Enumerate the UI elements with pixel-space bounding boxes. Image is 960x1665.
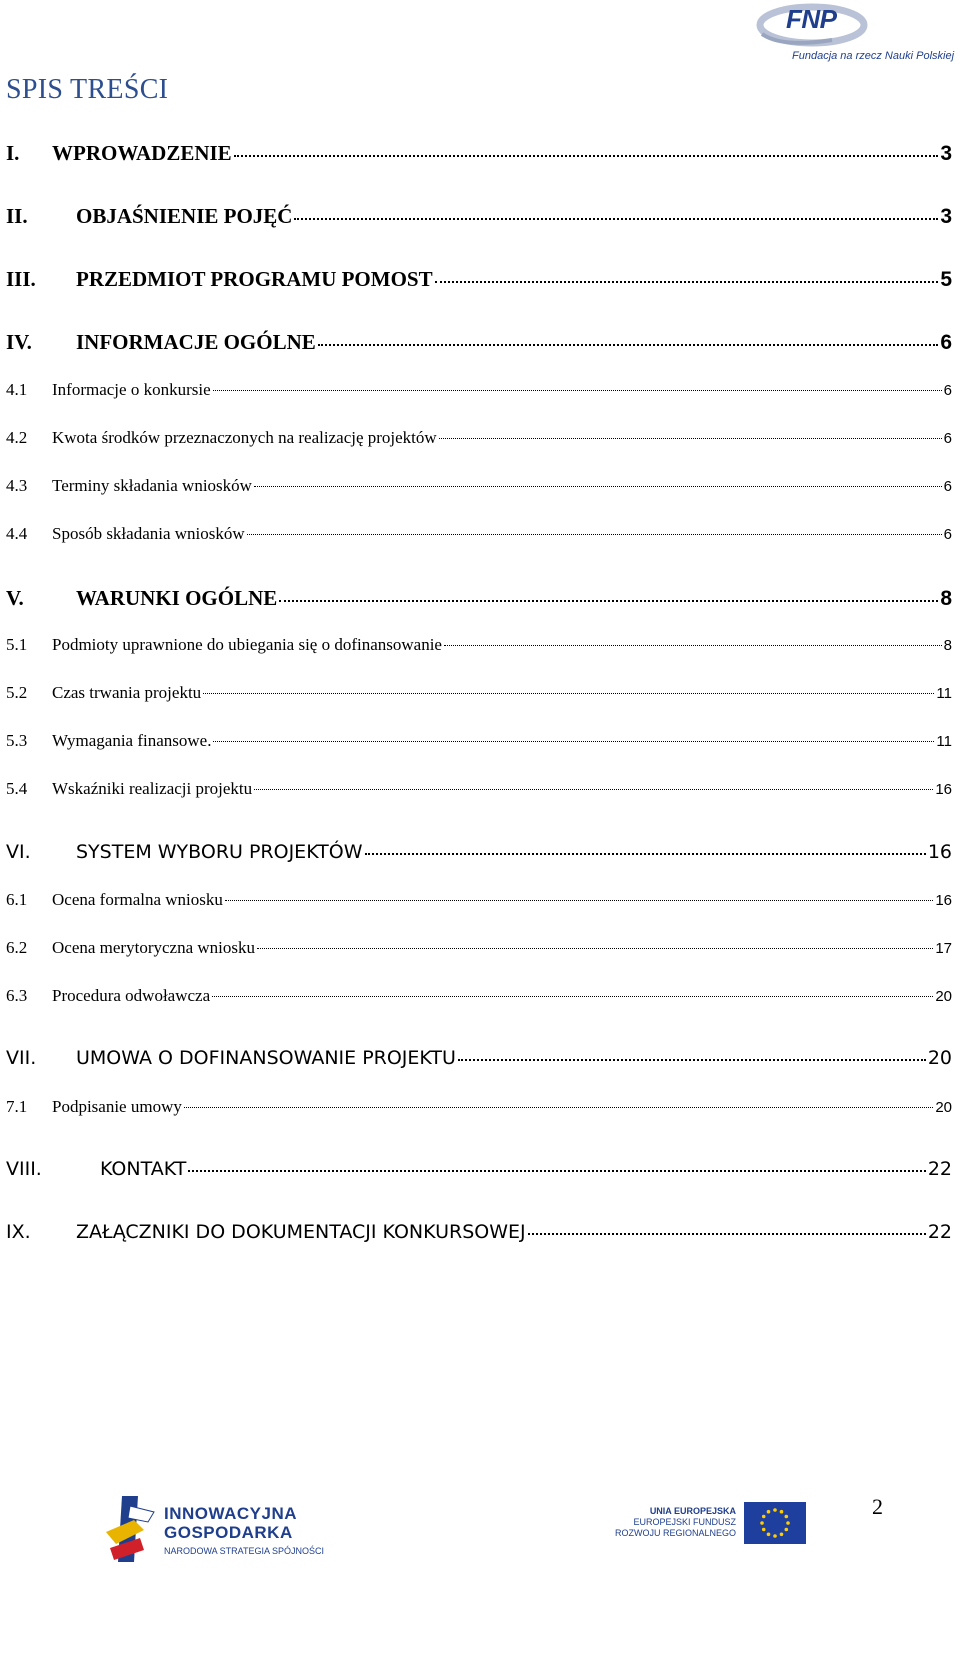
- toc-entry-number: 7.1: [6, 1097, 28, 1116]
- toc-entry-text: SYSTEM WYBORU PROJEKTÓW: [76, 841, 363, 863]
- toc-entry-8[interactable]: [6, 1158, 952, 1188]
- toc-entry-6-1[interactable]: [6, 890, 952, 920]
- toc-leader: [528, 1233, 926, 1235]
- toc-leader: [279, 600, 938, 602]
- toc-entry-text: Sposób składania wniosków: [52, 524, 245, 543]
- toc-leader: [439, 438, 942, 439]
- toc-leader: [225, 900, 933, 901]
- toc-leader: [458, 1059, 926, 1061]
- toc-leader: [294, 218, 938, 220]
- toc-entry-4-2[interactable]: [6, 428, 952, 458]
- toc-leader: [254, 486, 942, 487]
- toc-entry-page: 22: [927, 1158, 952, 1180]
- toc-leader: [318, 344, 939, 346]
- toc-entry-5-3[interactable]: [6, 731, 952, 761]
- eu-fund-logo: [612, 1500, 812, 1560]
- toc-title: SPIS TREŚCI: [6, 74, 169, 105]
- toc-leader: [254, 789, 933, 790]
- toc-entry-number: 4.1: [6, 380, 28, 399]
- innowacyjna-gospodarka-logo: [104, 1490, 344, 1570]
- toc-entry-page: 16: [935, 781, 952, 798]
- toc-entry-3[interactable]: [6, 267, 952, 297]
- eu-star: [762, 1515, 766, 1519]
- toc-entry-page: 6: [943, 526, 952, 543]
- toc-leader: [184, 1107, 933, 1108]
- eu-flag-icon: [744, 1502, 806, 1544]
- toc-entry-text: WARUNKI OGÓLNE: [76, 586, 278, 610]
- toc-entry-4-3[interactable]: [6, 476, 952, 506]
- toc-entry-number: I.: [6, 141, 20, 165]
- eu-logo-line1: UNIA EUROPEJSKA: [649, 1506, 736, 1516]
- toc-entry-number: V.: [6, 586, 24, 610]
- toc-entry-page: 11: [936, 733, 952, 750]
- ig-logo-line1: INNOWACYJNA: [164, 1504, 298, 1523]
- toc-entry-page: 6: [943, 430, 952, 447]
- toc-entry-page: 11: [936, 685, 952, 702]
- toc-entry-text: OBJAŚNIENIE POJĘĆ: [76, 204, 293, 228]
- toc-entry-number: 5.4: [6, 779, 28, 798]
- toc-leader: [213, 390, 942, 391]
- toc-entry-5-2[interactable]: [6, 683, 952, 713]
- toc-entry-page: 6: [943, 478, 952, 495]
- ig-emblem-icon: [104, 1492, 160, 1568]
- toc-entry-number: VII.: [6, 1047, 37, 1069]
- eu-star: [773, 1508, 777, 1512]
- toc-entry-text: Ocena formalna wniosku: [52, 890, 223, 909]
- toc-entry-number: IX.: [6, 1221, 31, 1243]
- toc-entry-number: 6.2: [6, 938, 28, 957]
- fnp-logo-mark: FNP: [786, 4, 837, 34]
- toc-entry-page: 16: [927, 841, 952, 863]
- toc-entry-text: UMOWA O DOFINANSOWANIE PROJEKTU: [76, 1047, 456, 1069]
- eu-star: [767, 1533, 771, 1537]
- toc-entry-number: 4.4: [6, 524, 28, 543]
- toc-entry-7[interactable]: [6, 1047, 952, 1077]
- toc-entry-text: Kwota środków przeznaczonych na realizację projektów: [52, 428, 437, 447]
- toc-entry-page: 17: [935, 940, 952, 957]
- toc-entry-4[interactable]: [6, 330, 952, 360]
- toc-entry-page: 6: [943, 382, 952, 399]
- toc-entry-text: Wymagania finansowe.: [52, 731, 212, 750]
- toc-entry-page: 5: [940, 268, 952, 291]
- toc-entry-text: Procedura odwoławcza: [52, 986, 211, 1005]
- toc-entry-number: VIII.: [6, 1158, 42, 1180]
- fnp-logo-subtitle: Fundacja na rzecz Nauki Polskiej: [792, 50, 955, 62]
- toc-entry-number: VI.: [6, 841, 31, 863]
- eu-star: [785, 1515, 789, 1519]
- toc-entry-4-4[interactable]: [6, 524, 952, 554]
- toc-entry-page: 6: [940, 331, 952, 354]
- toc-entry-page: 3: [940, 142, 952, 165]
- toc-entry-5-4[interactable]: [6, 779, 952, 809]
- toc-leader: [247, 534, 942, 535]
- eu-star: [760, 1521, 764, 1525]
- toc-entry-7-1[interactable]: [6, 1097, 952, 1127]
- toc-entry-text: WPROWADZENIE: [52, 141, 232, 165]
- toc-entry-number: 4.3: [6, 476, 28, 495]
- toc-entry-page: 22: [927, 1221, 952, 1243]
- eu-logo-line3: ROZWOJU REGIONALNEGO: [614, 1528, 736, 1538]
- fnp-logo: [752, 0, 955, 70]
- eu-star: [767, 1510, 771, 1514]
- eu-logo-line2: EUROPEJSKI FUNDUSZ: [633, 1517, 736, 1527]
- toc-entry-page: 20: [935, 1099, 952, 1116]
- eu-star: [780, 1533, 784, 1537]
- toc-entry-page: 20: [935, 988, 952, 1005]
- toc-entry-page: 8: [943, 637, 952, 654]
- ig-logo-line2: GOSPODARKA: [164, 1523, 293, 1542]
- toc-leader: [435, 281, 939, 283]
- toc-entry-1[interactable]: [6, 141, 952, 171]
- toc-entry-text: Terminy składania wniosków: [52, 476, 252, 495]
- toc-entry-number: 6.3: [6, 986, 28, 1005]
- toc-leader: [365, 853, 926, 855]
- toc-leader: [213, 741, 934, 742]
- toc-entry-2[interactable]: [6, 204, 952, 234]
- toc-entry-9[interactable]: [6, 1221, 952, 1251]
- toc-entry-number: 4.2: [6, 428, 28, 447]
- eu-star: [786, 1521, 790, 1525]
- eu-star: [780, 1510, 784, 1514]
- toc-entry-text: Podmioty uprawnione do ubiegania się o dofinansowanie: [52, 635, 442, 654]
- toc-leader: [257, 948, 933, 949]
- toc-entry-number: 5.2: [6, 683, 28, 702]
- toc-leader: [444, 645, 942, 646]
- toc-entry-number: 6.1: [6, 890, 28, 909]
- page-number: 2: [872, 1494, 883, 1519]
- toc-entry-4-1[interactable]: [6, 380, 952, 410]
- ig-logo-line3: NARODOWA STRATEGIA SPÓJNOŚCI: [164, 1546, 325, 1556]
- toc-leader: [203, 693, 934, 694]
- toc-entry-text: Podpisanie umowy: [52, 1097, 182, 1116]
- toc-entry-page: 20: [927, 1047, 952, 1069]
- toc-entry-number: III.: [6, 267, 36, 291]
- eu-logo-text: [612, 1506, 736, 1539]
- eu-star: [773, 1534, 777, 1538]
- toc-entry-number: IV.: [6, 330, 32, 354]
- toc-entry-page: 8: [940, 587, 952, 610]
- toc-entry-6-2[interactable]: [6, 938, 952, 968]
- toc-entry-page: 16: [935, 892, 952, 909]
- toc-entry-6-3[interactable]: [6, 986, 952, 1016]
- toc-entry-text: KONTAKT: [100, 1158, 187, 1180]
- toc-leader: [234, 155, 939, 157]
- toc-entry-text: Wskaźniki realizacji projektu: [52, 779, 253, 798]
- toc-entry-text: Informacje o konkursie: [52, 380, 211, 399]
- toc-entry-text: PRZEDMIOT PROGRAMU POMOST: [76, 267, 433, 291]
- toc-entry-text: Czas trwania projektu: [52, 683, 202, 702]
- toc-entry-text: Ocena merytoryczna wniosku: [52, 938, 255, 957]
- toc-leader: [188, 1170, 926, 1172]
- toc-entry-5-1[interactable]: [6, 635, 952, 665]
- toc-entry-number: II.: [6, 204, 28, 228]
- toc-entry-number: 5.1: [6, 635, 28, 654]
- toc-entry-number: 5.3: [6, 731, 28, 750]
- toc-entry-5[interactable]: [6, 586, 952, 616]
- toc-entry-text: INFORMACJE OGÓLNE: [76, 330, 316, 354]
- eu-star: [762, 1528, 766, 1532]
- eu-star: [785, 1528, 789, 1532]
- toc-leader: [212, 996, 933, 997]
- toc-entry-text: ZAŁĄCZNIKI DO DOKUMENTACJI KONKURSOWEJ: [76, 1221, 526, 1243]
- toc-entry-page: 3: [940, 205, 952, 228]
- toc-entry-6[interactable]: [6, 841, 952, 871]
